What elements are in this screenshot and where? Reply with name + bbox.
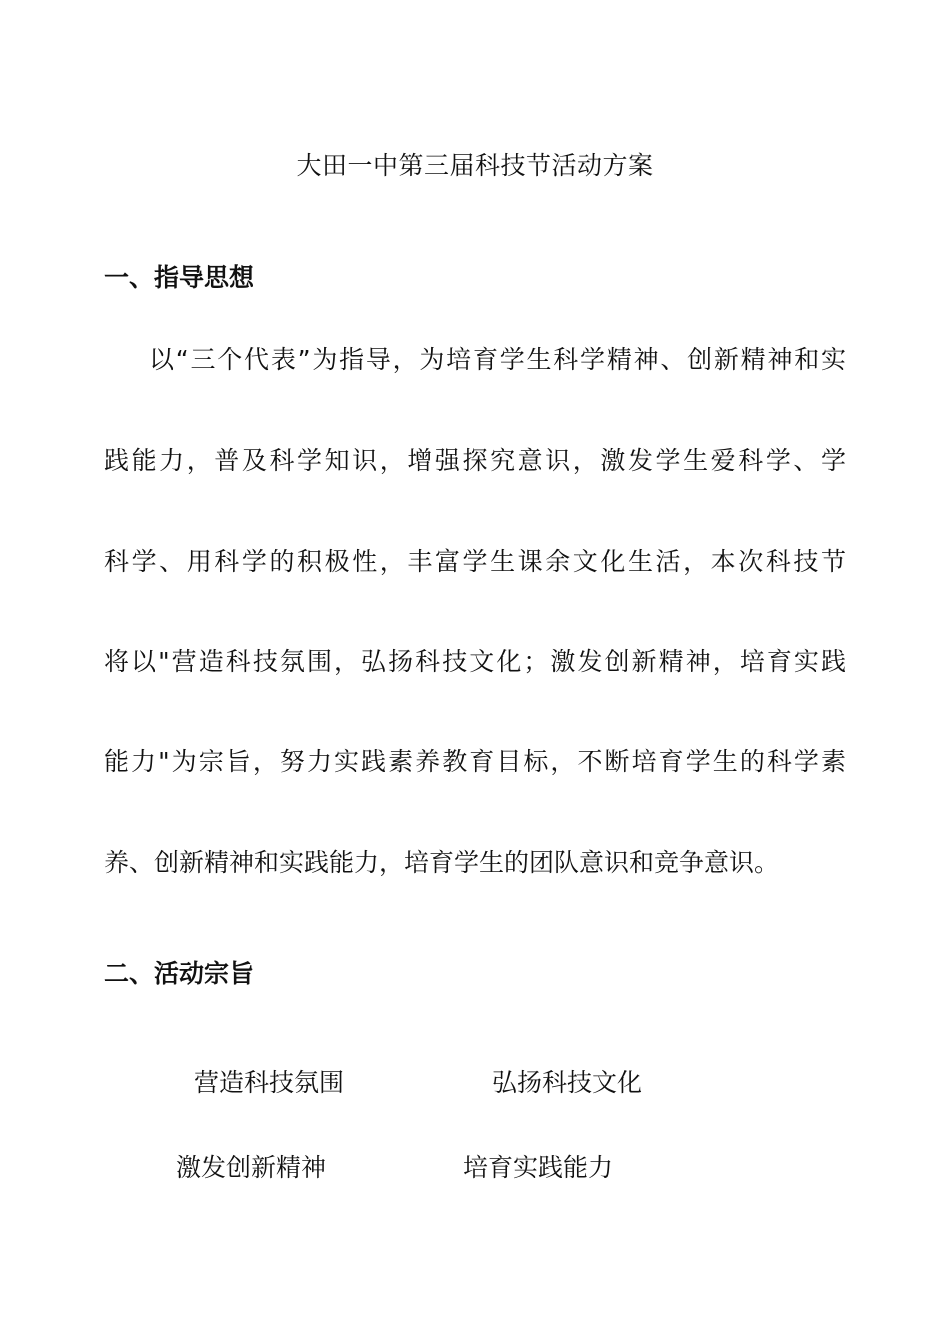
paragraph-line: 能力"为宗旨，努力实践素养教育目标，不断培育学生的科学素 — [104, 747, 846, 776]
tenet-item: 激发创新精神 — [176, 1153, 327, 1182]
paragraph-line: 科学、用科学的积极性，丰富学生课余文化生活，本次科技节 — [104, 547, 846, 576]
tenet-item: 弘扬科技文化 — [492, 1068, 643, 1097]
tenet-item: 营造科技氛围 — [194, 1068, 345, 1097]
section-heading-guiding-ideology: 一、指导思想 — [104, 263, 255, 292]
paragraph-line: 践能力，普及科学知识，增强探究意识，激发学生爱科学、学 — [104, 446, 846, 475]
tenet-item: 培育实践能力 — [463, 1153, 614, 1182]
paragraph-line: 养、创新精神和实践能力，培育学生的团队意识和竞争意识。 — [104, 848, 780, 877]
document-title: 大田一中第三届科技节活动方案 — [296, 151, 654, 180]
section-heading-activity-purpose: 二、活动宗旨 — [104, 959, 255, 988]
paragraph-line: 将以"营造科技氛围，弘扬科技文化；激发创新精神，培育实践 — [104, 647, 846, 676]
paragraph-line: 以“三个代表”为指导，为培育学生科学精神、创新精神和实 — [149, 345, 846, 374]
